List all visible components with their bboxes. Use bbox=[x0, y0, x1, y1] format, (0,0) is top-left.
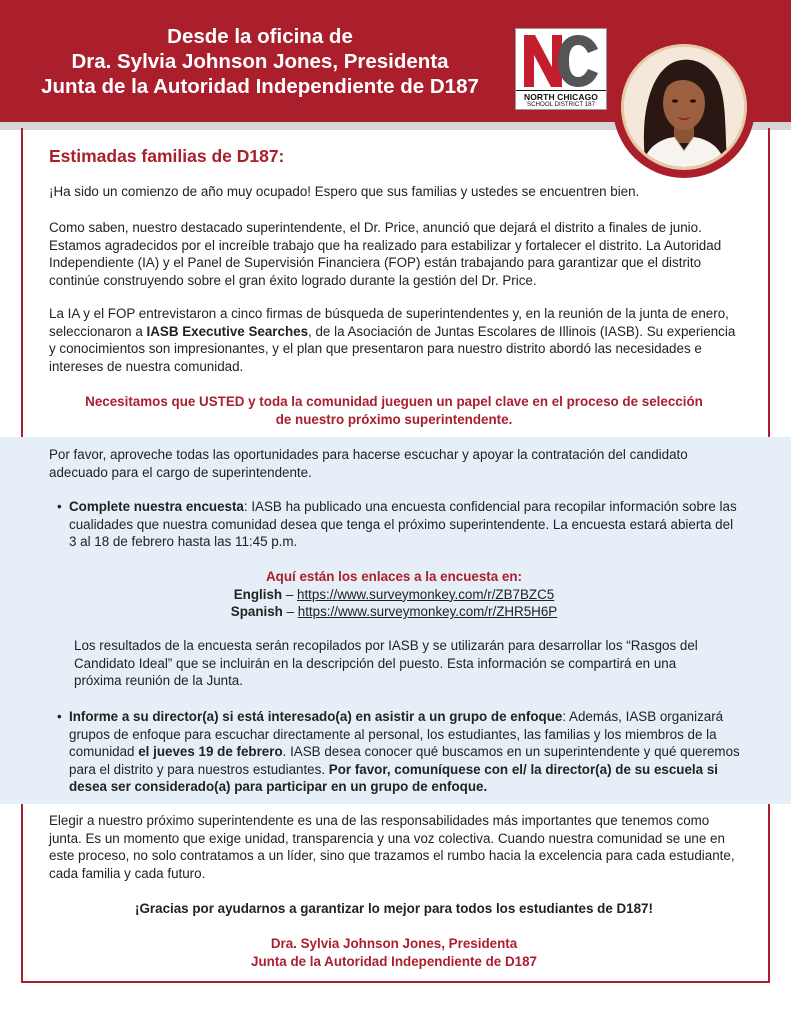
header-line-1: Desde la oficina de bbox=[167, 25, 353, 48]
survey-link-spanish-row bbox=[49, 603, 739, 621]
nc-logo-mark bbox=[522, 33, 602, 89]
thanks-line bbox=[49, 900, 739, 918]
bullet-focus-contact: Por favor, comuníquese con el/ la director(a) de su escuela si desea ser considerado(a) para participar en un grupo de enfoque. bbox=[69, 761, 718, 794]
survey-link-spanish-label: Spanish bbox=[230, 604, 283, 619]
logo-text-north-chicago: NORTH CHICAGO bbox=[516, 90, 606, 102]
signature bbox=[49, 935, 739, 970]
header-line-2: Dra. Sylvia Johnson Jones, Presidenta bbox=[71, 50, 449, 73]
p3-text-before: La IA y el FOP entrevistaron a cinco firmas de búsqueda de superintendentes y, en la reunión de la junta de enero, seleccionaron a bbox=[49, 306, 729, 339]
portrait-frame bbox=[613, 36, 755, 178]
survey-link-dash: – bbox=[282, 586, 297, 602]
survey-link-dash: – bbox=[282, 604, 298, 619]
bullet-focus-group bbox=[69, 708, 741, 796]
survey-links-heading: Aquí están los enlaces a la encuesta en: bbox=[265, 569, 522, 584]
callout-line-1: Necesitamos que USTED y toda la comunidad jueguen un papel clave en el proceso de selección bbox=[85, 394, 703, 409]
bullet-focus-date: el jueves 19 de febrero bbox=[138, 744, 283, 759]
survey-link-english[interactable]: https://www.surveymonkey.com/r/ZB7BZC5 bbox=[297, 586, 555, 602]
survey-link-english-label: English bbox=[233, 586, 283, 602]
header-title bbox=[0, 24, 520, 99]
portrait-illustration bbox=[624, 47, 744, 167]
thanks-text: ¡Gracias por ayudarnos a garantizar lo mejor para todos los estudiantes de D187! bbox=[135, 901, 653, 916]
bullet-focus-text-1: : Además, IASB organizará grupos de enfoque para escuchar directamente al personal, los estudiantes, las familias y los miembros de la comunidad bbox=[69, 709, 724, 759]
callout bbox=[49, 393, 739, 428]
district-logo bbox=[515, 28, 607, 110]
survey-link-english-row bbox=[49, 586, 739, 604]
bullet-focus-title: Informe a su director(a) si está interesado(a) en asistir a un grupo de enfoque bbox=[69, 709, 563, 724]
signature-name: Dra. Sylvia Johnson Jones, Presidenta bbox=[270, 936, 518, 951]
paragraph-superintendent-leaving: Como saben, nuestro destacado superintendente, el Dr. Price, anunció que dejará el distrito a finales de junio. Estamos agradecidos por el increíble trabajo que ha realizado para estabilizar y fortalecer el distrito. La Autoridad Independiente (IA) y el Panel de Supervisión Financiera (FOP) están trabajando para garantizar que el distrito continúe construyendo sobre el gran éxito logrado durante la gestión del Dr. Price. bbox=[49, 220, 722, 288]
paragraph-participate: Por favor, aproveche todas las oportunidades para hacerse escuchar y apoyar la contratación del candidato adecuado para el cargo de superintendente. bbox=[49, 447, 688, 480]
paragraph-iasb-selection bbox=[49, 305, 739, 375]
paragraph-closing: Elegir a nuestro próximo superintendente es una de las responsabilidades más importantes que tenemos como junta. Es un momento que exige unidad, transparencia y una voz colectiva. Cuando nuestra comunidad se une en este proceso, no solo contratamos a un líder, sino que trazamos el rumbo hacia la excelencia para cada estudiante, cada familia y cada futuro. bbox=[49, 813, 735, 881]
bullet-survey-title: Complete nuestra encuesta bbox=[69, 499, 244, 514]
greeting: Estimadas familias de D187: bbox=[49, 146, 285, 166]
header-line-3: Junta de la Autoridad Independiente de D187 bbox=[41, 75, 479, 98]
callout-line-2: de nuestro próximo superintendente. bbox=[275, 411, 513, 427]
bullet-survey-text: : IASB ha publicado una encuesta confidencial para recopilar información sobre las cualidades que nuestra comunidad desea que tenga el próximo superintendente. La encuesta estará abierta del 3 al 18 de febrero hasta las 11:45 p.m. bbox=[69, 499, 737, 549]
paragraph-intro: ¡Ha sido un comienzo de año muy ocupado! Espero que sus familias y ustedes se encuentren bien. bbox=[49, 184, 640, 199]
president-portrait bbox=[621, 44, 747, 170]
p3-text-after: , de la Asociación de Juntas Escolares de Illinois (IASB). Su experiencia y conocimientos son impresionantes, y el plan que presentaron para nuestro distrito abordó las necesidades e intereses de nuestra comunidad. bbox=[49, 323, 736, 374]
bullet-focus-text-2: . IASB desea conocer qué buscamos en un superintendente y qué queremos para el distrito y para nuestros estudiantes. bbox=[69, 744, 740, 777]
paragraph-survey-results: Los resultados de la encuesta serán recopilados por IASB y se utilizarán para desarrollar los “Rasgos del Candidato Ideal” que se incluirán en la descripción del puesto. Esta información se compartirá en una próxima reunión de la Junta. bbox=[74, 638, 698, 688]
p3-bold-iasb: IASB Executive Searches bbox=[146, 323, 309, 339]
bullet-survey bbox=[69, 498, 741, 551]
survey-link-spanish[interactable]: https://www.surveymonkey.com/r/ZHR5H6P bbox=[297, 604, 558, 619]
survey-links bbox=[49, 568, 739, 621]
signature-title: Junta de la Autoridad Independiente de D187 bbox=[251, 953, 537, 969]
logo-text-district: SCHOOL DISTRICT 187 bbox=[526, 101, 596, 108]
